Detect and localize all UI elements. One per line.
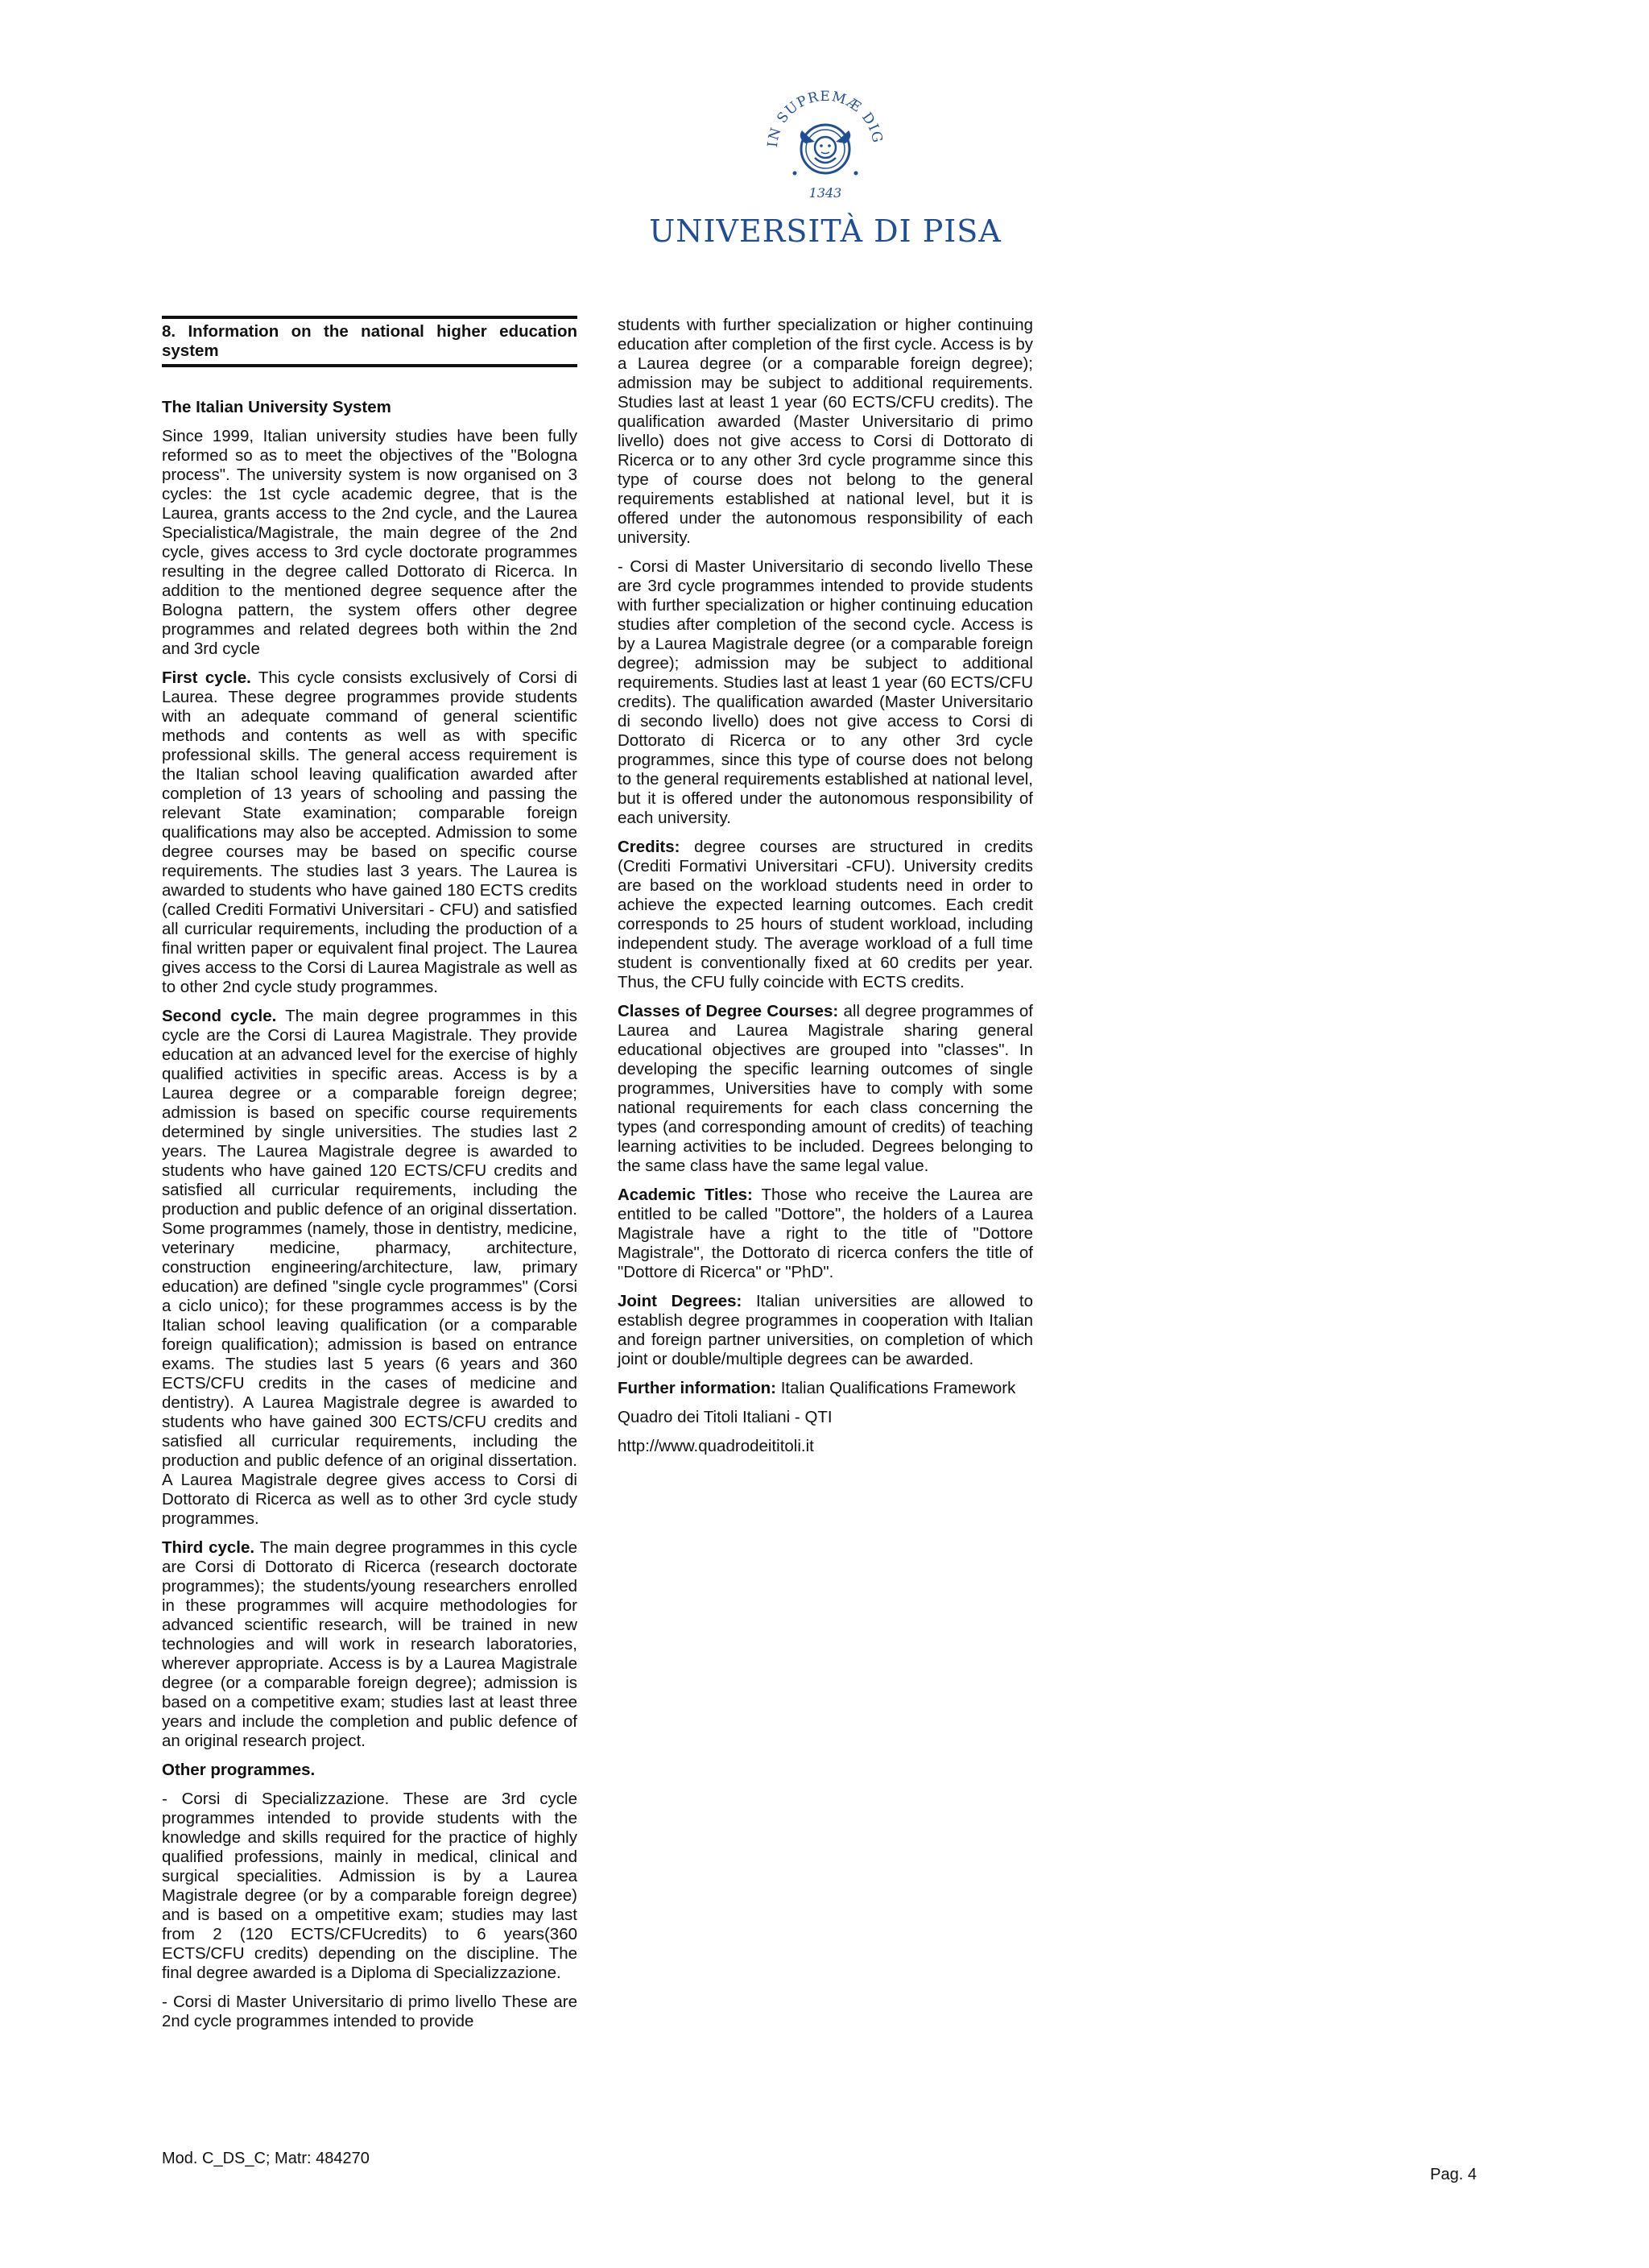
paragraph-intro: Since 1999, Italian university studies have been fully reformed so as to meet the objectives of the "Bologna process". The university system is now organised on 3 cycles: the 1st cycle academic degree, that is the Laurea, grants access to the 2nd cycle, and the Laurea Specialistica/Magistrale, the main degree of the 2nd cycle, gives access to 3rd cycle doctorate programmes resulting in the degree called Dottorato di Ricerca. In addition to the mentioned degree sequence after the Bologna pattern, the system offers other degree programmes and related degrees both within the 2nd and 3rd cycle	[162, 427, 577, 658]
subheading-university-system: The Italian University System	[162, 398, 391, 416]
label-second-cycle: Second cycle.	[162, 1007, 277, 1025]
label-other-programmes: Other programmes.	[162, 1761, 316, 1779]
seal-year: 1343	[808, 185, 842, 201]
seal-motto: IN SUPREMÆ DIG	[764, 88, 886, 148]
text-joint-degrees: Italian universities are allowed to establish degree programmes in cooperation with Italian and foreign partner universities, on completion of which joint or double/multiple degrees can be awarded.	[618, 1292, 1033, 1368]
text-second-cycle: The main degree programmes in this cycle are the Corsi di Laurea Magistrale. They provide education at an advanced level for the exercise of highly qualified activities in specific areas. Access is by a Laurea degree or a comparable foreign degree; admission is based on specific course requirements determined by single universities. The studies last 2 years. The Laurea Magistrale degree is awarded to students who have gained 120 ECTS/CFU credits and satisfied all curricular requirements, including the production and public defence of an original dissertation. Some programmes (namely, those in dentistry, medicine, veterinary medicine, pharmacy, architecture, construction engineering/architecture, law, primary education) are defined "single cycle programmes" (Corsi a ciclo unico); for these programmes access is by the Italian school leaving qualification (or a comparable foreign qualification); admission is based on entrance exams. The studies last 5 years (6 years and 360 ECTS/CFU credits in the cases of medicine and dentistry). A Laurea Magistrale degree is awarded to students who have gained 300 ECTS/CFU credits and satisfied all curricular requirements, including the production and public defence of an original dissertation. A Laurea Magistrale degree gives access to Corsi di Dottorato di Ricerca as well as to other 3rd cycle study programmes.	[162, 1007, 578, 1528]
text-academic-titles: Those who receive the Laurea are entitled to be called "Dottore", the holders of a Laurea Magistrale have a right to the title of "Dottore Magistrale", the Dottorato di ricerca confers the title of "Dottore di Ricerca" or "PhD".	[618, 1186, 1033, 1281]
label-third-cycle: Third cycle.	[162, 1538, 255, 1557]
paragraph-master-primo-start: - Corsi di Master Universitario di primo livello These are 2nd cycle programmes intended to provide	[162, 1993, 577, 2030]
left-column	[162, 316, 577, 2041]
label-further-info: Further information:	[618, 1379, 777, 1397]
text-credits: degree courses are structured in credits (Crediti Formativi Universitari -CFU). University credits are based on the workload students need in order to achieve the expected learning outcomes. Each credit corresponds to 25 hours of student workload, including independent study. The average workload of a full time student is conventionally fixed at 60 credits per year. Thus, the CFU fully coincide with ECTS credits.	[618, 838, 1033, 991]
label-classes: Classes of Degree Courses:	[618, 1002, 839, 1020]
paragraph-second-cycle	[162, 1007, 577, 1529]
text-third-cycle: The main degree programmes in this cycle are Corsi di Dottorato di Ricerca (research doctorate programmes); the students/young researchers enrolled in these programmes will acquire methodologies for advanced scientific research, will be trained in new technologies and will work in research laboratories, wherever appropriate. Access is by a Laurea Magistrale degree (or a comparable foreign degree); admission is based on a competitive exam; studies last at least three years and include the completion and public defence of an original research project.	[162, 1538, 577, 1750]
paragraph-third-cycle	[162, 1538, 577, 1751]
right-column	[618, 316, 1033, 1466]
footer-module-code: Mod. C_DS_C; Matr: 484270	[162, 2150, 370, 2167]
qti-line: Quadro dei Titoli Italiani - QTI	[618, 1408, 833, 1426]
paragraph-classes	[618, 1002, 1033, 1176]
paragraph-specializzazione: - Corsi di Specializzazione. These are 3rd cycle programmes intended to provide students with the knowledge and skills required for the practice of highly qualified professions, mainly in medical, clinical and surgical specialities. Admission is by a Laurea Magistrale degree (or by a comparable foreign degree) and is based on a ompetitive exam; studies may last from 2 (120 ECTS/CFUcredits) to 6 years(360 ECTS/CFU credits) depending on the discipline. The final degree awarded is a Diploma di Specializzazione.	[162, 1790, 577, 1982]
paragraph-academic-titles	[618, 1186, 1033, 1282]
label-joint-degrees: Joint Degrees:	[618, 1292, 742, 1310]
university-logo	[644, 81, 1006, 250]
page-number: Pag. 4	[1430, 2166, 1477, 2183]
label-first-cycle: First cycle.	[162, 668, 251, 687]
label-credits: Credits:	[618, 838, 680, 856]
university-seal-icon	[644, 81, 1006, 250]
text-further-info: Italian Qualifications Framework	[776, 1379, 1016, 1397]
label-academic-titles: Academic Titles:	[618, 1186, 753, 1204]
paragraph-credits	[618, 838, 1033, 992]
text-first-cycle: This cycle consists exclusively of Corsi di Laurea. These degree programmes provide students with an adequate command of general scientific methods and contents as well as with specific professional skills. The general access requirement is the Italian school leaving qualification awarded after completion of 13 years of schooling and passing the relevant State examination; comparable foreign qualifications may also be accepted. Admission to some degree courses may be based on specific course requirements. The studies last 3 years. The Laurea is awarded to students who have gained 180 ECTS credits (called Crediti Formativi Universitari - CFU) and satisfied all curricular requirements, including the production of a final written paper or equivalent final project. The Laurea gives access to the Corsi di Laurea Magistrale as well as to other 2nd cycle study programmes.	[162, 668, 577, 996]
paragraph-joint-degrees	[618, 1292, 1033, 1369]
paragraph-first-cycle	[162, 668, 577, 997]
text-classes: all degree programmes of Laurea and Laurea Magistrale sharing general educational objectives are grouped into "classes". In developing the specific learning outcomes of single programmes, Universities have to comply with some national requirements for each class concerning the types (and corresponding amount of credits) of teaching learning activities to be included. Degrees belonging to the same class have the same legal value.	[618, 1002, 1033, 1175]
qti-url-link[interactable]: http://www.quadrodeititoli.it	[618, 1437, 814, 1455]
paragraph-master-secondo: - Corsi di Master Universitario di secondo livello These are 3rd cycle programmes intended to provide students with further specialization or higher continuing education studies after completion of the second cycle. Access is by a Laurea Magistrale degree (or a comparable foreign degree); admission may be subject to additional requirements. Studies last at least 1 year (60 ECTS/CFU credits). The qualification awarded (Master Universitario di secondo livello) does not give access to Corsi di Dottorato di Ricerca or to any other 3rd cycle programmes, since this type of course does not belong to the general requirements established at national level, but it is offered under the autonomous responsibility of each university.	[618, 557, 1033, 827]
section-heading: 8. Information on the national higher education system	[162, 316, 577, 367]
paragraph-further-info	[618, 1379, 1033, 1398]
university-wordmark: UNIVERSITÀ DI PISA	[649, 213, 1002, 249]
paragraph-master-primo-cont: students with further specialization or higher continuing education after completion of the first cycle. Access is by a Laurea degree (or a comparable foreign degree); admission may be subject to additional requirements. Studies last at least 1 year (60 ECTS/CFU credits). The qualification awarded (Master Universitario di primo livello) does not give access to Corsi di Dottorato di Ricerca or to any other 3rd cycle programme since this type of course does not belong to the general requirements established at national level, but it is offered under the autonomous responsibility of each university.	[618, 316, 1033, 547]
